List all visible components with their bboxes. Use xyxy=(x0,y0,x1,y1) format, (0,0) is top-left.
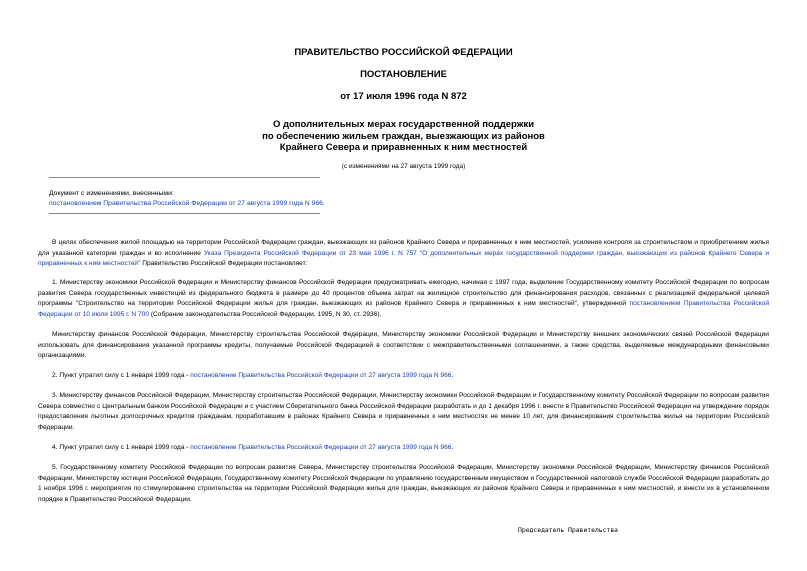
resolution-700-link[interactable]: постановлением Правительства Российской Федерации от 10 июля 1995 г. N 700 xyxy=(38,300,769,318)
decree-link[interactable]: Указа Президента Российской Федерации от 23 мая 1996 г. N 757 "О дополнительных мерах государственной поддержки граждан, выезжающих из районов Крайнего Севера и приравненных к ним местностей" xyxy=(38,249,769,268)
paragraph-2-text: 2. Пункт утратил силу с 1 января 1999 года - xyxy=(52,372,191,379)
preamble-text: В целях обеспечения жилой площадью на территории Российской Федерации граждан, выезжающих из районов Крайнего Севера и приравненных к ним местностей, усиления контроля за строительством и приобретением жилья для указанной категории граждан и во исполнение xyxy=(38,239,769,257)
paragraph-4-text: 4. Пункт утратил силу с 1 января 1999 года - xyxy=(52,444,191,451)
repeal-link-2[interactable]: постановление Правительства Российской Федерации от 27 августа 1999 года N 966 xyxy=(190,372,452,379)
title-line: Крайнего Севера и приравненных к ним местностей xyxy=(279,142,528,153)
preamble-text-end: Правительство Российской Федерации постановляет: xyxy=(140,260,308,268)
changes-block xyxy=(49,189,325,209)
changes-link-line xyxy=(49,199,325,209)
signature-title: Председатель Правительства xyxy=(518,526,619,534)
amendment-link[interactable]: постановлением Правительства Российской Федерации от 27 августа 1999 года N 966 xyxy=(49,200,323,207)
government-heading: ПРАВИТЕЛЬСТВО РОССИЙСКОЙ ФЕДЕРАЦИИ xyxy=(294,47,513,58)
divider-bottom xyxy=(49,213,320,214)
paragraph-1 xyxy=(38,278,769,320)
title-line: по обеспечению жильем граждан, выезжающих из районов xyxy=(262,130,545,142)
paragraph-1-text-end: (Собрание законодательства Российской Федерации, 1995, N 30, ст. 2936). xyxy=(149,310,382,318)
paragraph-preamble xyxy=(38,238,769,270)
paragraph-1-cont: Министерству финансов Российской Федерации, Министерству строительства Российской Федерации, Министерству экономики Российской Федерации и Министерству внешних экономических связей Российской Федерации использовать для финансирования указанной программы кредиты, получаемые Российской Федерацией в соответствии с межправительственными соглашениями, а также средства, выделяемые международными финансовыми организациями. xyxy=(38,331,769,360)
paragraph-1-text: 1. Министерству экономики Российской Федерации и Министерству финансов Российской Федерации предусматривать ежегодно, начиная с 1997 года, выделение Государственному комитету Российской Федерации по вопросам развития Севера государственных инвестиций из федерального бюджета в размере до 40 процентов объема затрат на жилищное строительство для финансирования расходов, связанных с реализацией федеральной целевой программы "Строительство на территории Российской Федерации жилья для граждан, выезжающих из районов Крайнего Севера и приравненных к ним местностей", утвержденной xyxy=(38,279,769,308)
paragraph-3: 3. Министерству финансов Российской Федерации, Министерству строительства Российской Федерации, Министерству экономики Российской Федерации и Государственному комитету Российской Федерации по вопросам развития Севера совместно с Центральным банком Российской Федерации и с участием Сберегательного банка Российской Федерации разработать и до 1 декабря 1996 г. внести в Правительство Российской Федерации на утверждение порядок предоставления льготных долгосрочных кредитов гражданам, проработавшим в районах Крайнего Севера и приравненных к ним местностях не менее 10 лет, для финансирования строительства жилья на территории Российской Федерации. xyxy=(38,392,769,431)
paragraph-5: 5. Государственному комитету Российской Федерации по вопросам развития Севера, Министерству строительства Российской Федерации, Министерству экономики Российской Федерации, Министерству финансов Российской Федерации, Министерству юстиции Российской Федерации, Государственному комитету Российской Федерации по управлению государственным имуществом и Государственной налоговой службе Российской Федерации разработать до 1 ноября 1996 г. мероприятия по стимулированию строительства на территории Российской Федерации жилья для граждан, выезжающих из районов Крайнего Севера и приравненных к ним местностей, и внести их в установленном порядке в Правительство Российской Федерации. xyxy=(38,464,769,503)
date-number: от 17 июля 1996 года N 872 xyxy=(340,91,467,102)
paragraph-2-end: . xyxy=(451,372,454,379)
changes-label: Документ с изменениями, внесенными: xyxy=(49,190,174,197)
paragraph-4 xyxy=(38,443,769,454)
paragraph-2 xyxy=(38,371,769,382)
document-title xyxy=(0,119,807,154)
doc-type-heading: ПОСТАНОВЛЕНИЕ xyxy=(360,69,447,80)
amendments-note: (с изменениями на 27 августа 1999 года) xyxy=(341,163,466,170)
paragraph-4-end: . xyxy=(451,444,454,451)
changes-end: . xyxy=(322,200,325,207)
divider-top xyxy=(49,177,320,178)
title-line: О дополнительных мерах государственной поддержки xyxy=(272,119,535,130)
repeal-link-4[interactable]: постановление Правительства Российской Федерации от 27 августа 1999 года N 966 xyxy=(190,444,452,451)
